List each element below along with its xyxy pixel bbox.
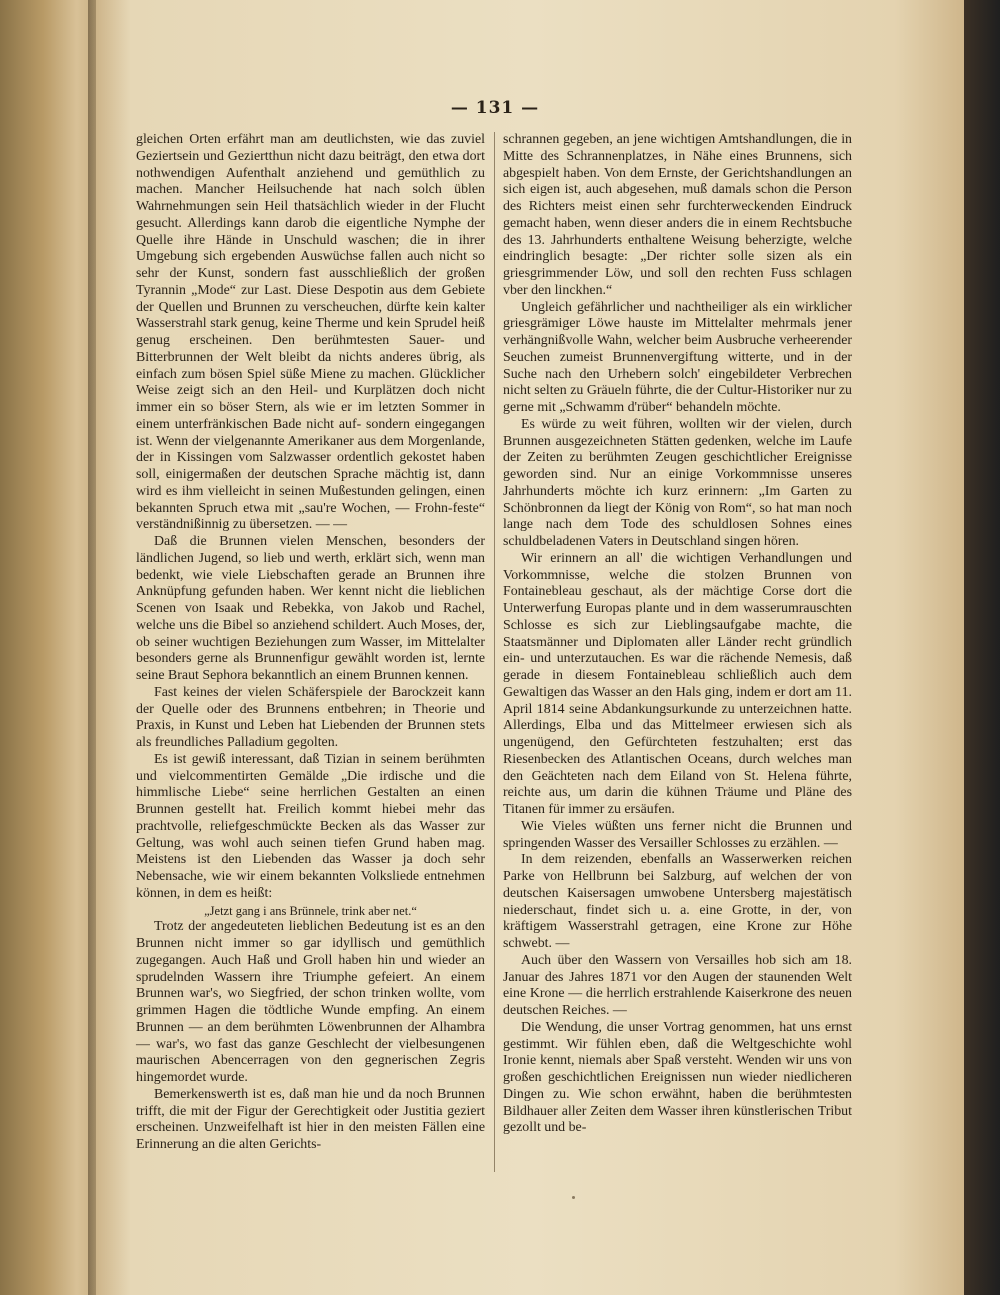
paragraph: Fast keines der vielen Schäferspiele der Barockzeit kann der Quelle oder des Brunnens entbehren; in Theorie und Praxis, in Kunst und Leben hat Liebenden der Brunnen stets als freundliches Palladium gegolten. [136, 684, 485, 750]
column-divider [494, 132, 495, 1172]
paragraph: Es ist gewiß interessant, daß Tizian in seinem berühmten und vielcommentirten Gemälde „Die irdische und die himmlische Liebe“ seine herrlichen Gestalten an einen Brunnen gestellt hat. Freilich kommt hiebei mehr das prachtvolle, reliefgeschmückte Becken als das Wasser zur Geltung, was wohl auch seinen tiefen Grund haben mag. Meistens ist den Liebenden das Wasser ja doch sehr Nebensache, wie wir einem bekannten Volksliede entnehmen können, in dem es heißt: [136, 751, 485, 901]
paragraph: schrannen gegeben, an jene wichtigen Amtshandlungen, die in Mitte des Schrannenplatzes, in Nähe eines Brunnens, sich abgespielt haben. Von dem Ernste, der Gerichtshandlungen an sich eigen ist, auch abgesehen, muß damals schon die Person des Richters meist einen sehr furchterweckenden Eindruck gemacht haben, wenn dieser anders die in einem Rechtsbuche des 13. Jahrhunderts enthaltene Weisung beherzigte, welche eindringlich besagte: „Der richter solle sizen als ein griesgrimmender Löw, und soll den rechten Fuss schlagen vber den linckhen.“ [503, 132, 852, 298]
facing-page-edge [0, 0, 96, 1295]
paragraph: Es würde zu weit führen, wollten wir der vielen, durch Brunnen ausgezeichneten Stätten gedenken, welche im Laufe der Zeiten zu berühmten Zeugen geschichtlicher Ereignisse geworden sind. Nur an einige Vorkommnisse unseres Jahrhunderts möchte ich kurz erinnern: „Im Garten zu Schönbronnen da liegt der König von Rom“, so hat man noch lange nach dem Tode des schuldlosen Sohnes eines schuldbeladenen Vaters in Deutschland singen hören. [503, 416, 852, 549]
paragraph: Auch über den Wassern von Versailles hob sich am 18. Januar des Jahres 1871 vor den Augen der staunenden Welt eine Krone — die herrlich erstrahlende Kaiserkrone des neuen deutschen Reiches. — [503, 952, 852, 1018]
paragraph: Wie Vieles wüßten uns ferner nicht die Brunnen und springenden Wasser des Versailler Schlosses zu erzählen. — [503, 818, 852, 851]
paragraph: gleichen Orten erfährt man am deutlichsten, wie das zuviel Geziertsein und Geziertthun nicht dazu beiträgt, den etwa dort nothwendigen Aufenthalt anziehend und gemüthlich zu machen. Mancher Heilsuchende hat nach solch üblen Wahrnehmungen sein Heil thatsächlich wieder in der Flucht gesucht. Allerdings kann darob die eigentliche Nymphe der Quelle ihre Hände in Unschuld waschen; die in ihrer Umgebung sich ergebenden Auswüchse fallen auch nicht so sehr der Kunst, sondern fast ausschließlich der großen Tyrannin „Mode“ zur Last. Diese Despotin aus dem Gebiete der Quellen und Brunnen zu verscheuchen, dürfte kein kalter Wasserstrahl stark genug, keine Therme und kein Sprudel heiß genug erscheinen. Den berühmtesten Sauer- und Bitterbrunnen der Welt bleibt da nichts anderes übrig, als einfach zum bösen Spiel süße Miene zu machen. Glücklicher Weise zeigt sich an den Heil- und Kurplätzen doch nicht immer ein so böser Stern, als wie er im letzten Sommer in einem unterfränkischen Bade nicht auf- sondern eingegangen ist. Wenn der vielgenannte Amerikaner aus dem Morgenlande, der in Kissingen vom Salzwasser ordentlich gekostet haben soll, einigermaßen der deutschen Sprache mächtig ist, dann wird es ihm vielleicht in seinen Mußestunden gelingen, einen bekannten Spruch etwa mit „sau're Wochen, — Frohn-feste“ verständnißinnig zu übersetzen. — — [136, 132, 485, 533]
paragraph: Bemerkenswerth ist es, daß man hie und da noch Brunnen trifft, die mit der Figur der Gerechtigkeit oder Justitia geziert erscheinen. Unzweifelhaft ist hier in den meisten Fällen eine Erinnerung an die alten Gerichts- [136, 1086, 485, 1152]
right-column [503, 132, 852, 1137]
paragraph: In dem reizenden, ebenfalls an Wasserwerken reichen Parke von Hellbrunn bei Salzburg, auf welchen der von deutschen Kaisersagen umwobene Untersberg majestätisch niederschaut, findet sich u. a. eine Grotte, in der, von kräftigem Wasserstrahl getragen, eine Krone zur Höhe schwebt. — [503, 852, 852, 951]
paragraph: Trotz der angedeuteten lieblichen Bedeutung ist es an den Brunnen nicht immer so gar idyllisch und gemüthlich zugegangen. Auch Haß und Groll haben hin und wieder an sprudelnden Wassern ihre Triumphe gefeiert. An einem Brunnen war's, wo Siegfried, der schon trinken wollte, vom grimmen Hagen die tödtliche Wunde empfing. An einem Brunnen — an dem berühmten Löwenbrunnen der Alhambra — war's, wo fast das ganze Geschlecht der vielbesungenen maurischen Abencerragen von den gegnerischen Zegris hingemordet wurde. [136, 919, 485, 1085]
page-number: — 131 — [450, 98, 540, 118]
paragraph: Daß die Brunnen vielen Menschen, besonders der ländlichen Jugend, so lieb und werth, erklärt sich, wenn man bedenkt, wie viele Liebschaften gerade an Brunnen ihre Anknüpfung gefunden haben. Wer kennt nicht die lieblichen Scenen von Isaak und Rebekka, von Jakob und Rachel, welche uns die Bibel so anziehend schildert. Auch Moses, der, ob seiner wuchtigen Beziehungen zum Wasser, im Mittelalter besonders gerne als Brunnenfigur gewählt worden ist, lernte seine Braut Sephora bekanntlich an einem Brunnen kennen. [136, 534, 485, 683]
folk-song-quote: „Jetzt gang i ans Brünnele, trink aber net.“ [204, 903, 417, 918]
left-column [136, 132, 485, 1154]
right-background [964, 0, 1000, 1295]
paragraph: Die Wendung, die unser Vortrag genommen, hat uns ernst gestimmt. Wir fühlen eben, daß die Weltgeschichte wohl Ironie kennt, niemals aber Spaß versteht. Wenden wir uns von großen geschichtlichen Ereignissen nun wieder niedlicheren Dingen zu. Wie schon erwähnt, haben die berühmtesten Bildhauer aller Zeiten dem Wasser ihren künstlerischen Tribut gezollt und be- [503, 1019, 852, 1136]
paper-speck [572, 1196, 575, 1199]
paragraph: Ungleich gefährlicher und nachtheiliger als ein wirklicher griesgrämiger Löwe hauste im Mittelalter mehrmals jener verhängnißvolle Wahn, welcher beim Ausbruche verheerender Seuchen zumeist Brunnenvergiftung witterte, und in der Suche nach den Urhebern solch' eingebildeter Verbrechen nicht selten zu Gräueln führte, die der Cultur-Historiker nur zu gerne mit „Schwamm d'rüber“ behandeln möchte. [503, 299, 852, 415]
paragraph: Wir erinnern an all' die wichtigen Verhandlungen und Vorkommnisse, welche die stolzen Brunnen von Fontainebleau geschaut, als der mächtige Corse dort die Unterwerfung Europas plante und in dem wasserumrauschten Schlosse es sich zur Lieblingsaufgabe machte, die Staatsmänner und Diplomaten aller Länder recht gründlich ein- und unterzutauchen. Es war die rächende Nemesis, daß gerade in diesem Fontainebleau schließlich auch dem Gewaltigen das Wasser an den Hals ging, indem er dort am 11. April 1814 seine Abdankungsurkunde zu unterzeichnen hatte. Allerdings, Elba und das Mittelmeer erwiesen sich als ungenügend, den Gefürchteten festzuhalten; erst das Riesenbecken des Atlantischen Oceans, durch welches man den Geächteten nach dem Eiland von St. Helena führte, reichte aus, um darin die kühnen Träume und Pläne des Titanen für immer zu ersäufen. [503, 550, 852, 817]
